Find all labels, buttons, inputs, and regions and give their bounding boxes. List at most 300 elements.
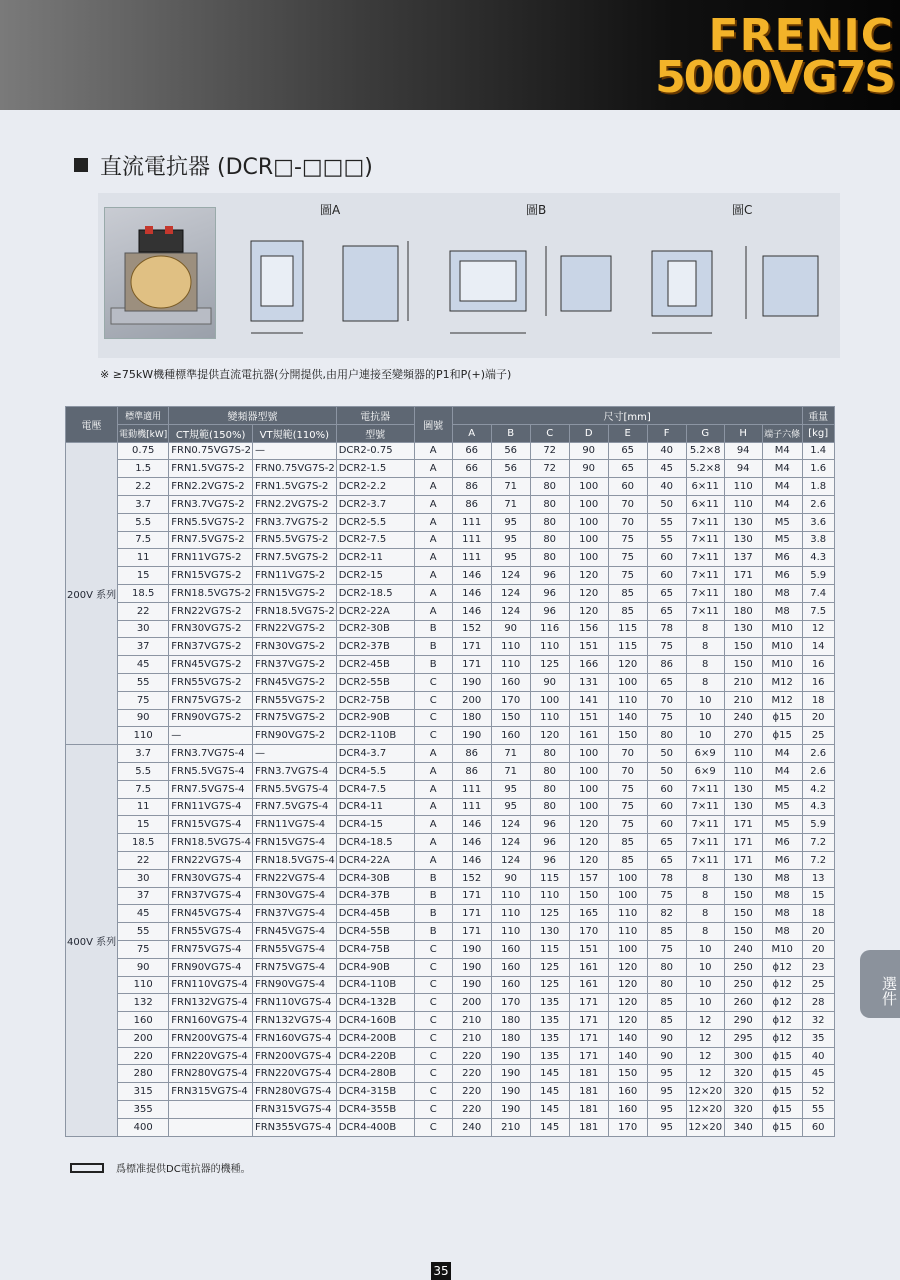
- table-cell: 130: [724, 780, 762, 798]
- brand-model: 5000VG7S: [655, 52, 894, 103]
- table-cell: 80: [647, 958, 686, 976]
- table-cell: 94: [724, 460, 762, 478]
- table-row: [66, 673, 835, 691]
- table-cell: 151: [569, 709, 608, 727]
- table-cell: FRN90VG7S-4: [252, 976, 336, 994]
- col-d: D: [569, 424, 608, 442]
- table-cell: FRN55VG7S-4: [169, 923, 253, 941]
- table-cell: 120: [569, 834, 608, 852]
- table-cell: 125: [530, 656, 569, 674]
- table-cell: 120: [608, 656, 647, 674]
- table-cell: ϕ15: [762, 1118, 802, 1136]
- table-cell: ϕ15: [762, 709, 802, 727]
- table-cell: FRN55VG7S-2: [169, 673, 253, 691]
- table-cell: 320: [724, 1065, 762, 1083]
- table-row: [66, 958, 835, 976]
- figure-panel: [98, 193, 840, 358]
- table-cell: A: [414, 460, 452, 478]
- table-cell: M10: [762, 656, 802, 674]
- table-cell: 55: [118, 923, 169, 941]
- table-cell: 85: [608, 584, 647, 602]
- reactor-illustration: [105, 208, 217, 340]
- table-cell: ϕ15: [762, 1101, 802, 1119]
- table-cell: 13: [802, 869, 834, 887]
- table-cell: C: [414, 994, 452, 1012]
- table-row: [66, 638, 835, 656]
- table-cell: 315: [118, 1083, 169, 1101]
- table-cell: 124: [491, 602, 530, 620]
- table-cell: 100: [569, 531, 608, 549]
- table-cell: 190: [491, 1101, 530, 1119]
- table-cell: 95: [491, 798, 530, 816]
- table-cell: ϕ12: [762, 976, 802, 994]
- table-cell: 100: [608, 673, 647, 691]
- table-cell: 2.6: [802, 495, 834, 513]
- table-cell: M10: [762, 638, 802, 656]
- table-cell: 1.4: [802, 442, 834, 460]
- col-e: E: [608, 424, 647, 442]
- table-cell: 180: [491, 1012, 530, 1030]
- table-row: [66, 1065, 835, 1083]
- table-cell: 200: [452, 994, 491, 1012]
- table-cell: 110: [491, 638, 530, 656]
- table-cell: 124: [491, 584, 530, 602]
- table-cell: FRN75VG7S-4: [252, 958, 336, 976]
- table-cell: DCR2-2.2: [336, 478, 414, 496]
- table-cell: 50: [647, 762, 686, 780]
- table-cell: FRN7.5VG7S-4: [252, 798, 336, 816]
- table-cell: FRN11VG7S-4: [169, 798, 253, 816]
- table-cell: M5: [762, 798, 802, 816]
- table-cell: 124: [491, 567, 530, 585]
- table-cell: 96: [530, 602, 569, 620]
- table-cell: 65: [647, 673, 686, 691]
- table-cell: 95: [491, 780, 530, 798]
- table-cell: FRN75VG7S-4: [169, 940, 253, 958]
- table-cell: 145: [530, 1065, 569, 1083]
- table-cell: 90: [491, 620, 530, 638]
- table-cell: 20: [802, 709, 834, 727]
- bullet-square-icon: [74, 158, 88, 172]
- table-cell: M12: [762, 673, 802, 691]
- table-cell: C: [414, 709, 452, 727]
- section-title-text: 直流電抗器 (DCR□-□□□): [100, 155, 373, 180]
- table-cell: A: [414, 851, 452, 869]
- table-cell: 90: [530, 673, 569, 691]
- table-cell: 86: [647, 656, 686, 674]
- table-row: [66, 1047, 835, 1065]
- table-cell: FRN45VG7S-2: [252, 673, 336, 691]
- table-cell: 100: [569, 495, 608, 513]
- table-cell: 115: [530, 940, 569, 958]
- table-cell: 124: [491, 834, 530, 852]
- table-cell: 56: [491, 442, 530, 460]
- table-cell: 210: [491, 1118, 530, 1136]
- table-cell: 152: [452, 620, 491, 638]
- voltage-group: 400V 系列: [66, 745, 118, 1137]
- page-header: [0, 0, 900, 110]
- table-cell: 355: [118, 1101, 169, 1119]
- table-cell: FRN15VG7S-4: [169, 816, 253, 834]
- table-cell: 160: [491, 976, 530, 994]
- legend-box-icon: [70, 1163, 104, 1173]
- figure-c-label: 圖C: [732, 203, 753, 217]
- table-cell: 60: [647, 798, 686, 816]
- table-cell: 100: [569, 549, 608, 567]
- table-cell: 90: [647, 1029, 686, 1047]
- table-row: [66, 1012, 835, 1030]
- table-cell: FRN132VG7S-4: [252, 1012, 336, 1030]
- table-cell: FRN45VG7S-2: [169, 656, 253, 674]
- table-cell: DCR2-45B: [336, 656, 414, 674]
- table-cell: M4: [762, 442, 802, 460]
- table-cell: 130: [530, 923, 569, 941]
- table-cell: 7×11: [686, 602, 724, 620]
- table-cell: 28: [802, 994, 834, 1012]
- table-cell: 3.7: [118, 495, 169, 513]
- table-cell: 82: [647, 905, 686, 923]
- table-cell: 78: [647, 869, 686, 887]
- table-cell: DCR4-30B: [336, 869, 414, 887]
- table-cell: 111: [452, 780, 491, 798]
- table-cell: FRN30VG7S-2: [252, 638, 336, 656]
- table-row: [66, 798, 835, 816]
- table-cell: 8: [686, 656, 724, 674]
- table-cell: 120: [569, 567, 608, 585]
- table-cell: 7.2: [802, 851, 834, 869]
- table-cell: 270: [724, 727, 762, 745]
- table-cell: 160: [491, 940, 530, 958]
- table-row: [66, 994, 835, 1012]
- table-cell: DCR2-75B: [336, 691, 414, 709]
- table-cell: 60: [647, 567, 686, 585]
- table-cell: 140: [608, 1029, 647, 1047]
- table-cell: 110: [118, 727, 169, 745]
- table-cell: 146: [452, 816, 491, 834]
- table-cell: 190: [452, 940, 491, 958]
- table-cell: 100: [569, 478, 608, 496]
- table-row: [66, 976, 835, 994]
- table-cell: DCR4-355B: [336, 1101, 414, 1119]
- table-cell: 111: [452, 531, 491, 549]
- table-cell: 190: [491, 1083, 530, 1101]
- table-row: [66, 567, 835, 585]
- table-cell: 15: [802, 887, 834, 905]
- table-cell: A: [414, 567, 452, 585]
- table-cell: 210: [724, 691, 762, 709]
- table-cell: 18.5: [118, 834, 169, 852]
- table-cell: B: [414, 638, 452, 656]
- table-cell: 160: [491, 673, 530, 691]
- table-cell: 18: [802, 691, 834, 709]
- table-cell: 170: [491, 691, 530, 709]
- table-cell: 75: [118, 940, 169, 958]
- table-cell: M4: [762, 745, 802, 763]
- table-cell: DCR4-280B: [336, 1065, 414, 1083]
- table-row: [66, 460, 835, 478]
- table-cell: A: [414, 584, 452, 602]
- table-cell: 190: [452, 673, 491, 691]
- table-cell: 12: [686, 1047, 724, 1065]
- table-cell: 86: [452, 495, 491, 513]
- table-cell: 37: [118, 638, 169, 656]
- table-cell: 95: [647, 1101, 686, 1119]
- table-cell: 110: [724, 762, 762, 780]
- table-cell: FRN2.2VG7S-2: [169, 478, 253, 496]
- table-cell: 80: [647, 976, 686, 994]
- table-cell: 12×20: [686, 1101, 724, 1119]
- table-cell: 110: [491, 905, 530, 923]
- table-cell: 100: [569, 745, 608, 763]
- table-cell: B: [414, 869, 452, 887]
- table-cell: 7.4: [802, 584, 834, 602]
- table-cell: 65: [647, 584, 686, 602]
- table-cell: 210: [452, 1029, 491, 1047]
- table-cell: 72: [530, 442, 569, 460]
- table-cell: 190: [452, 958, 491, 976]
- table-cell: DCR2-3.7: [336, 495, 414, 513]
- table-row: [66, 478, 835, 496]
- table-cell: 85: [647, 923, 686, 941]
- table-cell: 171: [452, 638, 491, 656]
- table-cell: DCR4-5.5: [336, 762, 414, 780]
- table-cell: 90: [569, 442, 608, 460]
- table-cell: 100: [569, 762, 608, 780]
- table-cell: ϕ12: [762, 1012, 802, 1030]
- legend-text: 爲標准提供DC電抗器的機種。: [116, 1164, 251, 1175]
- table-cell: 137: [724, 549, 762, 567]
- col-vt: VT規範(110%): [252, 424, 336, 442]
- table-cell: DCR4-110B: [336, 976, 414, 994]
- table-cell: DCR4-3.7: [336, 745, 414, 763]
- table-row: [66, 745, 835, 763]
- table-cell: 100: [569, 780, 608, 798]
- table-cell: 171: [569, 1029, 608, 1047]
- table-cell: 220: [452, 1047, 491, 1065]
- table-cell: 100: [530, 691, 569, 709]
- table-cell: 115: [530, 869, 569, 887]
- table-cell: 111: [452, 549, 491, 567]
- table-cell: 8: [686, 638, 724, 656]
- side-tab-options[interactable]: 選件: [860, 950, 900, 1018]
- table-cell: 90: [118, 709, 169, 727]
- table-cell: 170: [608, 1118, 647, 1136]
- table-cell: 180: [724, 584, 762, 602]
- table-cell: 78: [647, 620, 686, 638]
- table-cell: FRN30VG7S-2: [169, 620, 253, 638]
- table-cell: 52: [802, 1083, 834, 1101]
- table-cell: 120: [608, 958, 647, 976]
- table-cell: 65: [647, 602, 686, 620]
- col-dims: 尺寸[mm]: [452, 407, 802, 425]
- table-cell: A: [414, 834, 452, 852]
- table-cell: 220: [452, 1065, 491, 1083]
- table-row: [66, 905, 835, 923]
- table-row: [66, 549, 835, 567]
- table-cell: 5.9: [802, 567, 834, 585]
- table-cell: FRN2.2VG7S-2: [252, 495, 336, 513]
- table-cell: 160: [491, 727, 530, 745]
- table-cell: 130: [724, 798, 762, 816]
- table-cell: M4: [762, 762, 802, 780]
- table-cell: 14: [802, 638, 834, 656]
- table-cell: FRN22VG7S-4: [252, 869, 336, 887]
- table-cell: 8: [686, 923, 724, 941]
- table-cell: 135: [530, 1012, 569, 1030]
- table-cell: 75: [647, 887, 686, 905]
- table-cell: [169, 1118, 253, 1136]
- page-number: 35: [431, 1262, 451, 1280]
- table-row: [66, 1101, 835, 1119]
- table-cell: 156: [569, 620, 608, 638]
- table-cell: 80: [530, 549, 569, 567]
- table-cell: FRN160VG7S-4: [169, 1012, 253, 1030]
- table-cell: 30: [118, 869, 169, 887]
- table-cell: 7×11: [686, 851, 724, 869]
- table-cell: FRN11VG7S-4: [252, 816, 336, 834]
- table-cell: 75: [608, 780, 647, 798]
- table-cell: 171: [452, 923, 491, 941]
- table-cell: 110: [608, 923, 647, 941]
- table-cell: M6: [762, 567, 802, 585]
- table-cell: B: [414, 887, 452, 905]
- table-cell: 80: [530, 762, 569, 780]
- table-cell: DCR2-11: [336, 549, 414, 567]
- table-cell: 70: [608, 762, 647, 780]
- table-cell: 60: [608, 478, 647, 496]
- table-cell: A: [414, 780, 452, 798]
- table-cell: FRN5.5VG7S-2: [169, 513, 253, 531]
- table-cell: 110: [608, 691, 647, 709]
- table-cell: 1.5: [118, 460, 169, 478]
- table-cell: 10: [686, 976, 724, 994]
- table-cell: A: [414, 602, 452, 620]
- table-cell: 171: [569, 1012, 608, 1030]
- table-row: [66, 923, 835, 941]
- table-cell: 60: [802, 1118, 834, 1136]
- table-cell: 132: [118, 994, 169, 1012]
- table-cell: 220: [452, 1101, 491, 1119]
- table-cell: 71: [491, 762, 530, 780]
- table-row: [66, 442, 835, 460]
- table-cell: 7×11: [686, 549, 724, 567]
- table-cell: FRN280VG7S-4: [169, 1065, 253, 1083]
- table-cell: 150: [608, 1065, 647, 1083]
- table-cell: 40: [802, 1047, 834, 1065]
- table-cell: 120: [569, 851, 608, 869]
- col-g: G: [686, 424, 724, 442]
- table-cell: 22: [118, 602, 169, 620]
- table-cell: 2.6: [802, 745, 834, 763]
- table-cell: FRN37VG7S-2: [169, 638, 253, 656]
- table-cell: 171: [724, 567, 762, 585]
- table-cell: 100: [608, 887, 647, 905]
- table-cell: 160: [608, 1083, 647, 1101]
- table-cell: 110: [608, 905, 647, 923]
- table-cell: 6×11: [686, 495, 724, 513]
- table-cell: FRN22VG7S-2: [169, 602, 253, 620]
- table-cell: 180: [491, 1029, 530, 1047]
- table-cell: 150: [724, 923, 762, 941]
- table-cell: 80: [530, 780, 569, 798]
- table-cell: FRN160VG7S-4: [252, 1029, 336, 1047]
- table-cell: 20: [802, 940, 834, 958]
- table-cell: 25: [802, 727, 834, 745]
- table-cell: 10: [686, 709, 724, 727]
- table-cell: 5.2×8: [686, 460, 724, 478]
- table-cell: 12: [686, 1029, 724, 1047]
- table-cell: 146: [452, 602, 491, 620]
- table-cell: 75: [608, 531, 647, 549]
- table-cell: 7×11: [686, 834, 724, 852]
- table-cell: FRN315VG7S-4: [252, 1101, 336, 1119]
- col-weight: 重量: [802, 407, 834, 425]
- table-cell: 75: [647, 940, 686, 958]
- table-cell: FRN7.5VG7S-2: [169, 531, 253, 549]
- table-cell: A: [414, 513, 452, 531]
- table-cell: 50: [647, 495, 686, 513]
- table-cell: C: [414, 673, 452, 691]
- table-cell: 65: [647, 834, 686, 852]
- table-cell: 7.2: [802, 834, 834, 852]
- table-cell: 160: [608, 1101, 647, 1119]
- figure-b-label: 圖B: [526, 203, 547, 217]
- brand-frenic: FRENIC: [708, 10, 894, 61]
- reactor-photo: [104, 207, 216, 339]
- table-cell: 5.9: [802, 816, 834, 834]
- table-row: [66, 602, 835, 620]
- table-cell: FRN3.7VG7S-2: [169, 495, 253, 513]
- table-cell: 180: [724, 602, 762, 620]
- table-cell: 71: [491, 478, 530, 496]
- table-cell: M8: [762, 869, 802, 887]
- table-cell: 7×11: [686, 531, 724, 549]
- table-cell: C: [414, 976, 452, 994]
- table-cell: M5: [762, 531, 802, 549]
- table-cell: 4.2: [802, 780, 834, 798]
- table-cell: 80: [530, 478, 569, 496]
- table-cell: 145: [530, 1118, 569, 1136]
- table-cell: 130: [724, 531, 762, 549]
- table-cell: 8: [686, 673, 724, 691]
- voltage-group: 200V 系列: [66, 442, 118, 745]
- table-cell: 150: [724, 656, 762, 674]
- table-row: [66, 762, 835, 780]
- table-cell: 250: [724, 976, 762, 994]
- col-ct: CT規範(150%): [169, 424, 253, 442]
- table-cell: 171: [452, 887, 491, 905]
- col-motor: 標準適用: [118, 407, 169, 425]
- table-cell: 95: [647, 1065, 686, 1083]
- table-cell: 120: [608, 994, 647, 1012]
- table-cell: 110: [491, 923, 530, 941]
- table-cell: 120: [569, 602, 608, 620]
- table-cell: 120: [608, 976, 647, 994]
- col-terminal: 端子六條: [762, 424, 802, 442]
- table-cell: 115: [608, 638, 647, 656]
- table-cell: 75: [647, 709, 686, 727]
- table-cell: DCR4-37B: [336, 887, 414, 905]
- table-cell: 135: [530, 1029, 569, 1047]
- table-cell: ϕ12: [762, 994, 802, 1012]
- table-cell: 2.2: [118, 478, 169, 496]
- table-cell: 75: [118, 691, 169, 709]
- table-cell: FRN22VG7S-2: [252, 620, 336, 638]
- table-cell: 320: [724, 1083, 762, 1101]
- table-cell: 240: [724, 709, 762, 727]
- table-cell: 4.3: [802, 798, 834, 816]
- table-cell: 10: [686, 994, 724, 1012]
